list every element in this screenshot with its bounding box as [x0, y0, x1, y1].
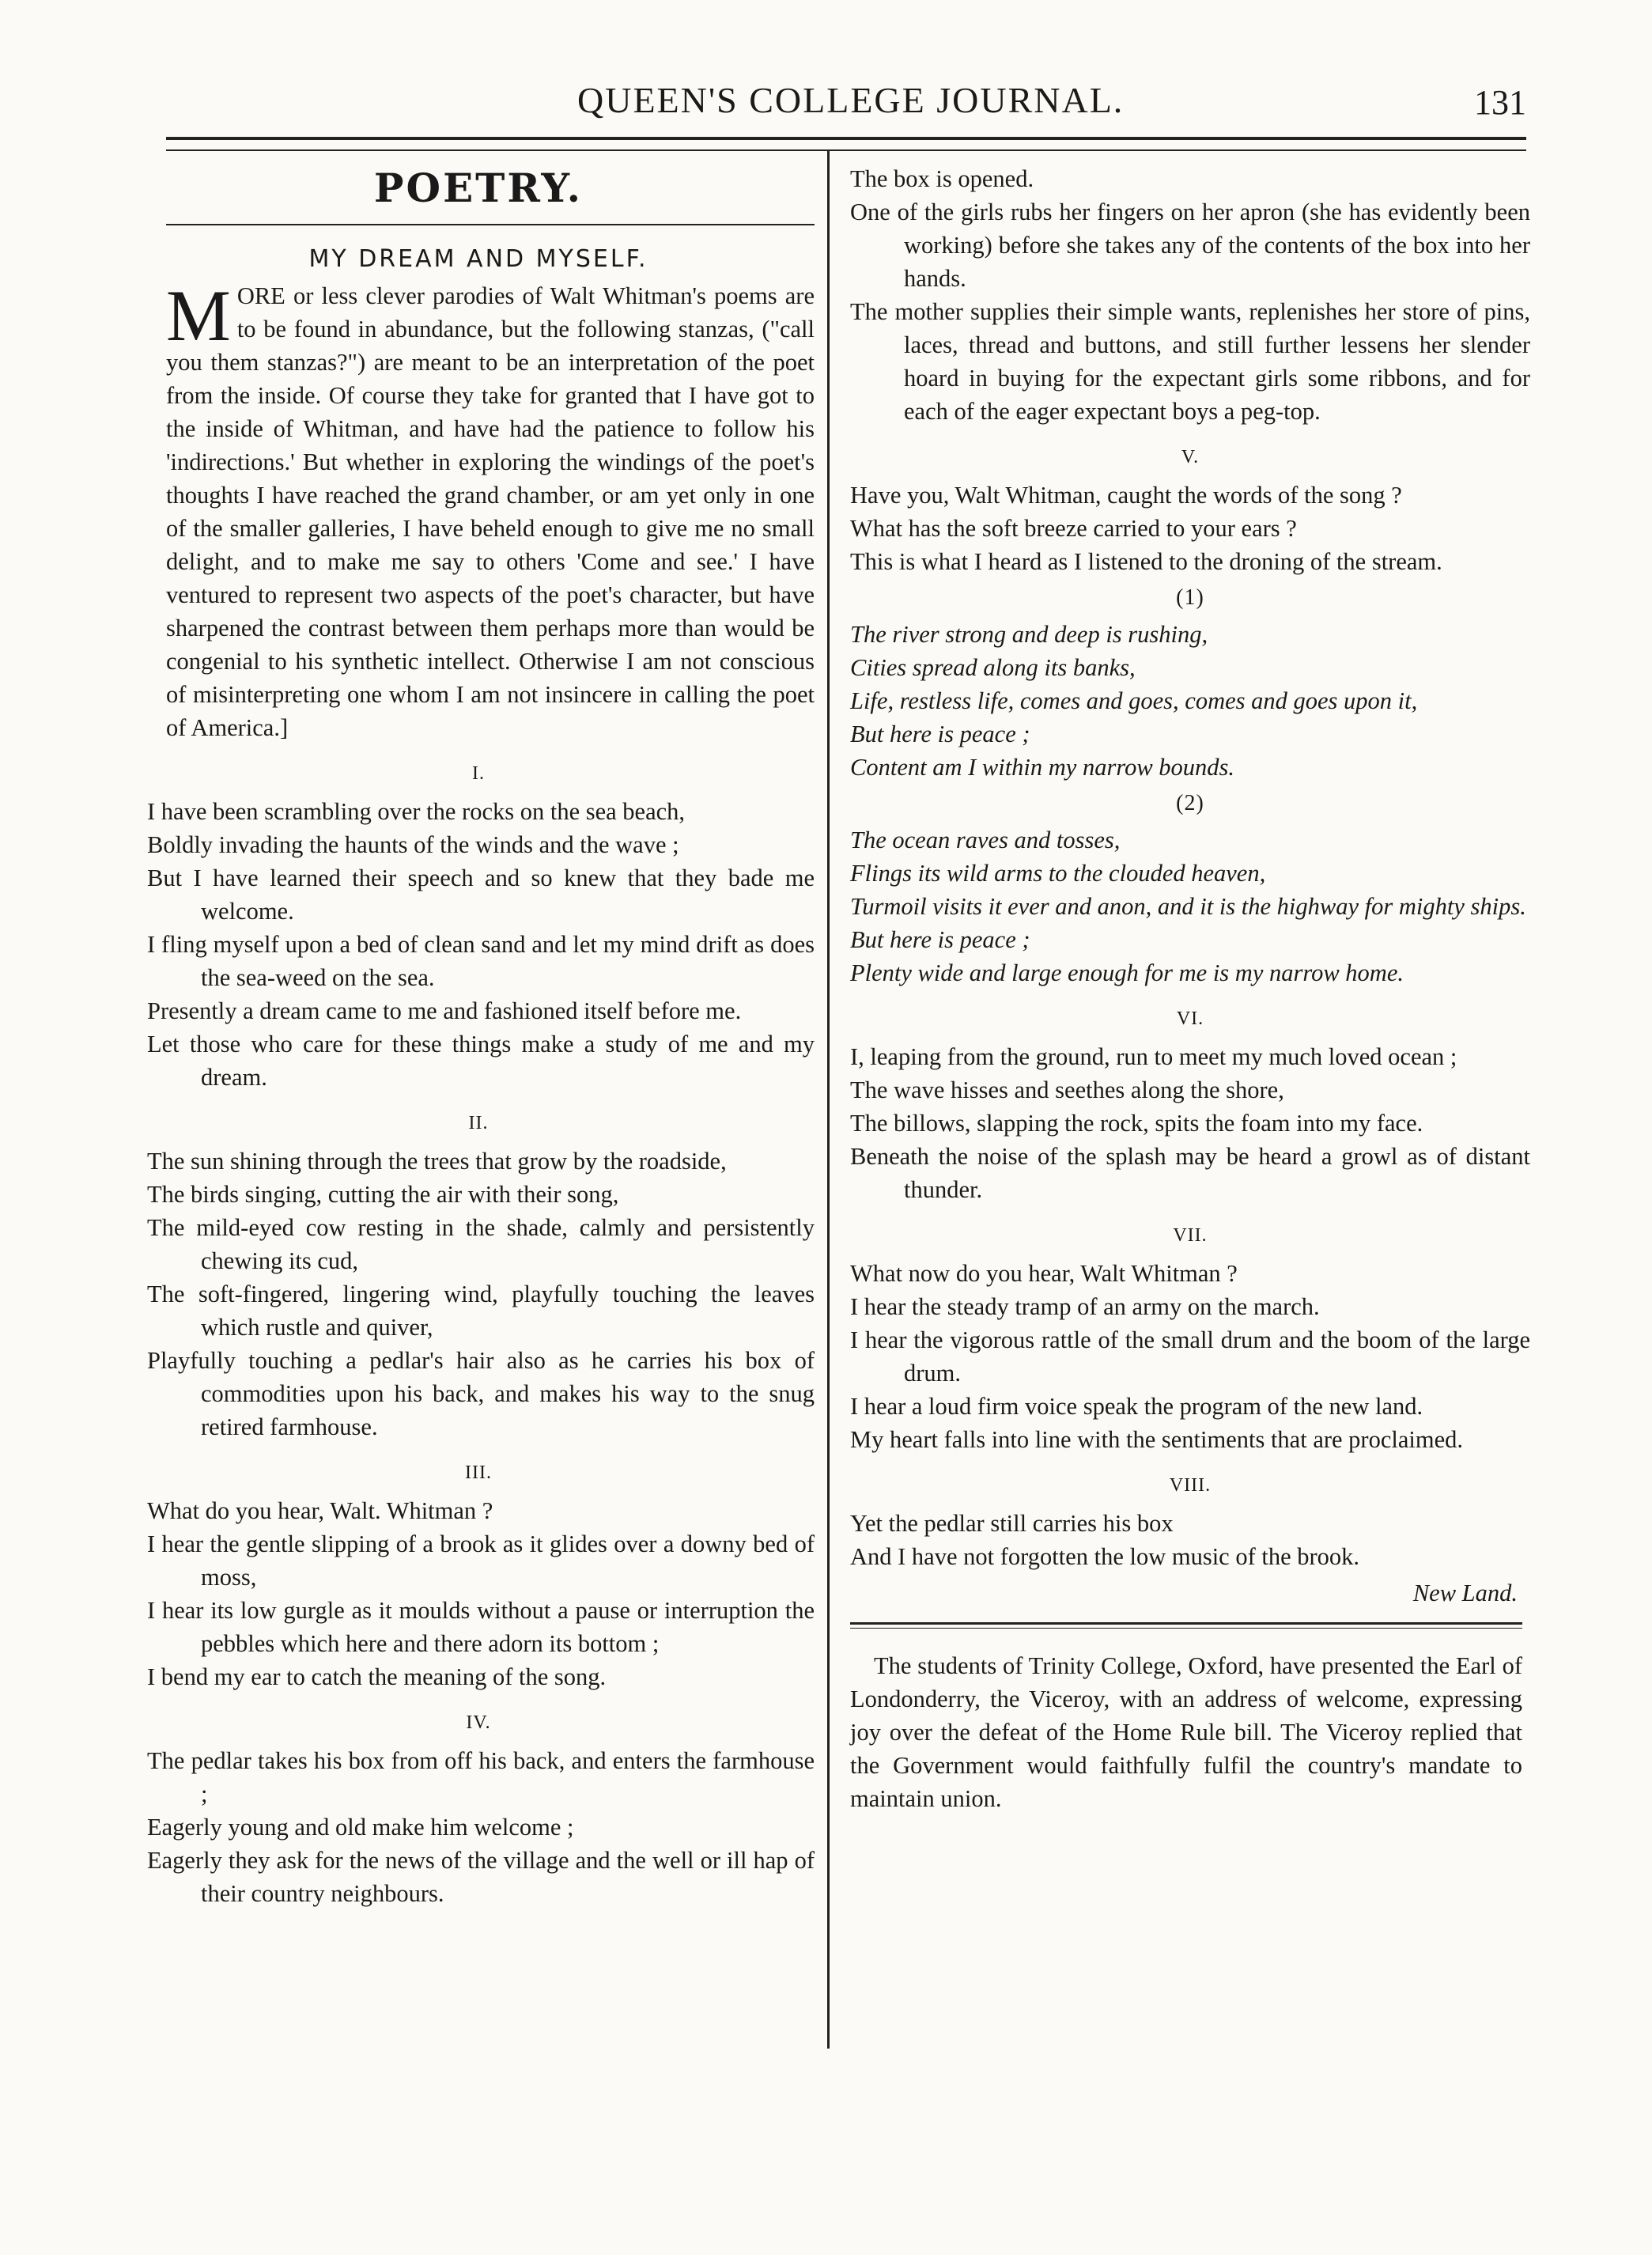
song-line: Cities spread along its banks,: [850, 654, 1136, 681]
journal-title: QUEEN'S COLLEGE JOURNAL.: [577, 80, 1125, 120]
page-number: 131: [1474, 83, 1526, 122]
song-line: The river strong and deep is rushing,: [850, 621, 1208, 648]
poem-line: The birds singing, cutting the air with their song,: [147, 1181, 619, 1208]
poem-line: This is what I heard as I listened to the droning of the stream.: [850, 548, 1442, 575]
poem-line: Presently a dream came to me and fashioned itself before me.: [147, 997, 742, 1024]
section-numeral: VI.: [1176, 1008, 1204, 1029]
song-line: But here is peace ;: [850, 721, 1030, 747]
title-rule: [166, 224, 815, 225]
section-numeral: VII.: [1173, 1225, 1208, 1246]
poem-line: I, leaping from the ground, run to meet my much loved ocean ;: [850, 1043, 1457, 1070]
poem-line: The sun shining through the trees that grow by the roadside,: [147, 1148, 727, 1175]
section-numeral: IV.: [466, 1712, 491, 1733]
article-end-rule: [850, 1622, 1522, 1629]
poem-line: The mother supplies their simple wants, replenishes her store of pins, laces, thread and buttons, and still further lessens her slender hoard in buying for the expectant girls some ribbons, and for each of the eager expectant boys a peg-top.: [850, 298, 1530, 425]
poem-line: I hear the gentle slipping of a brook as it glides over a downy bed of moss,: [147, 1530, 815, 1591]
song-numeral: (2): [1176, 791, 1204, 815]
left-column: [142, 162, 815, 1910]
song-line: Plenty wide and large enough for me is my narrow home.: [850, 959, 1404, 986]
poem-line: And I have not forgotten the low music of the brook.: [850, 1543, 1360, 1570]
poem-line: My heart falls into line with the sentiments that are proclaimed.: [850, 1426, 1463, 1453]
poem-line: The billows, slapping the rock, spits the foam into my face.: [850, 1110, 1423, 1137]
poem-line: What has the soft breeze carried to your ears ?: [850, 515, 1297, 542]
poem-line: The soft-fingered, lingering wind, playfully touching the leaves which rustle and quiver,: [147, 1281, 815, 1341]
header-rule: [166, 137, 1526, 151]
article-title: MY DREAM AND MYSELF.: [308, 245, 648, 273]
poem-line: One of the girls rubs her fingers on her apron (she has evidently been working) before she takes any of the contents of the box into her hands.: [850, 199, 1530, 292]
poem-line: Have you, Walt Whitman, caught the words of the song ?: [850, 482, 1402, 509]
song-line: The ocean raves and tosses,: [850, 827, 1121, 853]
poem-line: Eagerly young and old make him welcome ;: [147, 1814, 574, 1841]
song-line: Flings its wild arms to the clouded heaven,: [850, 860, 1266, 887]
poem-line: I bend my ear to catch the meaning of the song.: [147, 1663, 607, 1690]
intro-paragraph: [166, 275, 815, 744]
section-numeral: VIII.: [1169, 1475, 1212, 1496]
poem-line: The mild-eyed cow resting in the shade, calmly and persistently chewing its cud,: [147, 1214, 815, 1274]
poem-line: Yet the pedlar still carries his box: [850, 1510, 1174, 1537]
news-paragraph: The students of Trinity College, Oxford, have presented the Earl of Londonderry, the Viceroy, with an address of welcome, expressing joy over the defeat of the Home Rule bill. The Viceroy replied that the Government would faithfully fulfil the country's mandate to maintain union.: [850, 1652, 1522, 1812]
signature: New Land.: [1412, 1580, 1518, 1606]
poem-line: Eagerly they ask for the news of the village and the well or ill hap of their country neighbours.: [147, 1847, 815, 1907]
poem-line: What do you hear, Walt. Whitman ?: [147, 1497, 493, 1524]
section-numeral: I.: [472, 763, 485, 784]
poem-line: Let those who care for these things make a study of me and my dream.: [147, 1031, 815, 1091]
song-line: Turmoil visits it ever and anon, and it is the highway for mighty ships.: [850, 893, 1526, 920]
poem-line: I fling myself upon a bed of clean sand and let my mind drift as does the sea-weed on the sea.: [147, 931, 815, 991]
section-numeral: II.: [468, 1113, 489, 1133]
song-line: Life, restless life, comes and goes, comes and goes upon it,: [850, 687, 1418, 714]
poem-line: The box is opened.: [850, 165, 1034, 192]
section-numeral: III.: [465, 1462, 492, 1483]
poem-line: Boldly invading the haunts of the winds and the wave ;: [147, 831, 679, 858]
poem-line: I have been scrambling over the rocks on the sea beach,: [147, 798, 686, 825]
intro-text: ORE or less clever parodies of Walt Whitman's poems are to be found in abundance, but the following stanzas, ("call you them stanzas?") are meant to be an interpretation of the poet from the inside. Of course they take for granted that I have got to the inside of Whitman, and have had the patience to follow his 'indirections.' But whether in exploring the windings of the poet's thoughts I have reached the grand chamber, or am yet only in one of the smaller galleries, I have beheld enough to give me no small delight, and to make me say to others 'Come and see.' I have ventured to represent two aspects of the poet's character, but have sharpened the contrast between them perhaps more than would be congenial to his synthetic intellect. Otherwise I am not conscious of misinterpreting one whom I am not insincere in calling the poet of America.]: [166, 282, 815, 741]
poem-line: But I have learned their speech and so knew that they bade me welcome.: [147, 865, 815, 925]
poem-line: What now do you hear, Walt Whitman ?: [850, 1260, 1238, 1287]
song-line: Content am I within my narrow bounds.: [850, 754, 1235, 781]
poem-line: I hear a loud firm voice speak the program of the new land.: [850, 1393, 1423, 1420]
poem-line: The wave hisses and seethes along the shore,: [850, 1076, 1284, 1103]
song-line: But here is peace ;: [850, 926, 1030, 953]
poem-line: I hear its low gurgle as it moulds without a pause or interruption the pebbles which here and there adorn its bottom ;: [147, 1597, 815, 1657]
section-numeral: V.: [1181, 447, 1200, 467]
poem-line: I hear the vigorous rattle of the small drum and the boom of the large drum.: [850, 1326, 1530, 1387]
poem-line: Beneath the noise of the splash may be heard a growl as of distant thunder.: [850, 1143, 1530, 1203]
running-head: [158, 79, 1526, 134]
drop-cap: M: [166, 275, 231, 356]
poem-line: The pedlar takes his box from off his back, and enters the farmhouse ;: [147, 1747, 815, 1807]
column-rule: [827, 150, 830, 2049]
poem-line: I hear the steady tramp of an army on the march.: [850, 1293, 1320, 1320]
song-numeral: (1): [1176, 585, 1204, 610]
section-title: POETRY.: [373, 165, 584, 211]
poem-line: Playfully touching a pedlar's hair also as he carries his box of commodities upon his back, and makes his way to the snug retired farmhouse.: [147, 1347, 815, 1440]
right-column: [850, 162, 1530, 1815]
